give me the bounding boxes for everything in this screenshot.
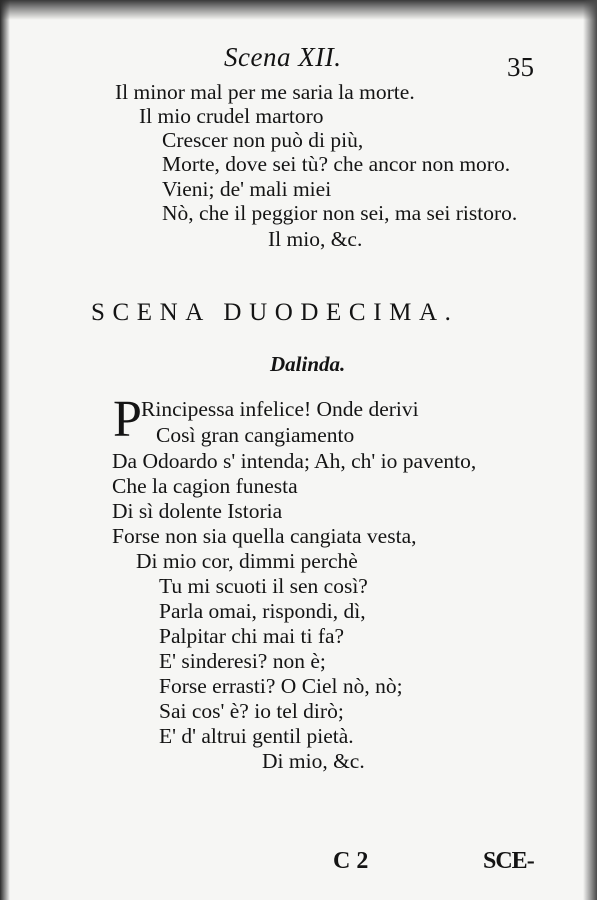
scene-heading: SCENA DUODECIMA. [91,299,459,326]
verse-line: E' sinderesi? non è; [159,649,326,673]
page-left-edge-shadow [0,0,10,900]
signature-mark: C 2 [333,848,369,874]
verse-line: E' d' altrui gentil pietà. [159,724,354,748]
verse-line: Morte, dove sei tù? che ancor non moro. [162,152,511,176]
catchword: SCE- [483,848,534,874]
verse-line: Crescer non può di più, [162,128,364,152]
verse-line: Palpitar chi mai ti fa? [159,624,345,648]
verse-line: Rincipessa infelice! Onde derivi [141,397,419,421]
verse-line: Tu mi scuoti il sen così? [159,574,368,598]
verse-line: Che la cagion funesta [112,474,298,498]
verse-line: Il mio, &c. [268,227,363,251]
verse-line: Forse errasti? O Ciel nò, nò; [159,674,403,698]
drop-cap: P [113,391,142,448]
speaker-name: Dalinda. [270,352,346,376]
page-top-edge-shadow [0,0,597,20]
running-title: Scena XII. [224,42,342,72]
verse-line: Di mio, &c. [262,749,365,773]
verse-line: Vieni; de' mali miei [162,177,332,201]
page-right-edge-shadow [583,0,597,900]
verse-line: Forse non sia quella cangiata vesta, [112,524,417,548]
verse-line: Così gran cangiamento [156,423,355,447]
verse-line: Di sì dolente Istoria [112,499,283,523]
verse-line: Parla omai, rispondi, dì, [159,599,366,623]
verse-line: Nò, che il peggior non sei, ma sei ristoro. [162,201,518,225]
verse-line: Il minor mal per me saria la morte. [115,80,415,104]
verse-line: Il mio crudel martoro [139,104,324,128]
verse-line: Da Odoardo s' intenda; Ah, ch' io pavento, [112,449,477,473]
page-number: 35 [507,52,534,82]
verse-line: Sai cos' è? io tel dirò; [159,699,344,723]
verse-line: Di mio cor, dimmi perchè [136,549,358,573]
